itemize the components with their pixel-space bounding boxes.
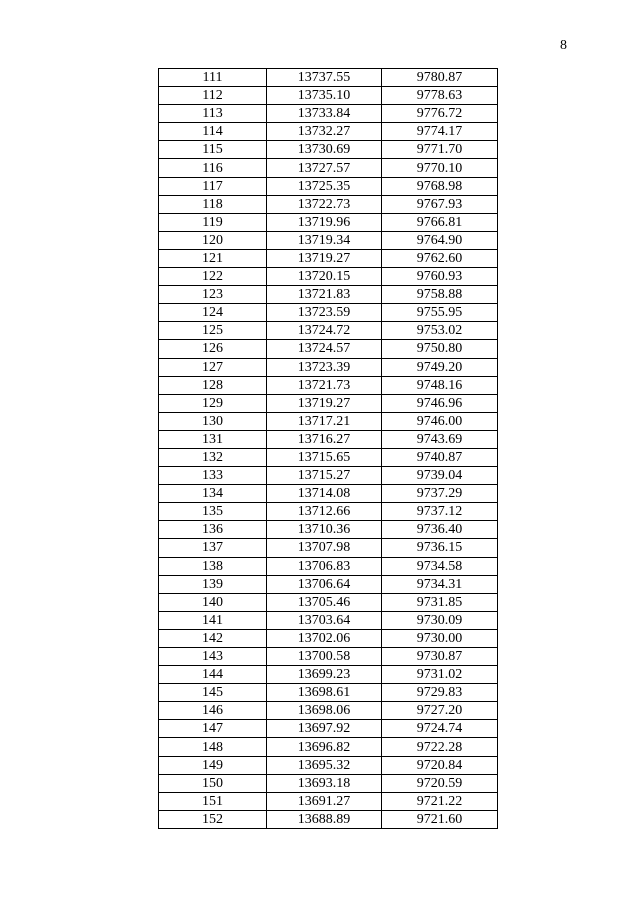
y-coordinate-cell: 9776.72 xyxy=(382,105,498,123)
point-number-cell: 141 xyxy=(159,611,267,629)
table-row xyxy=(159,611,498,629)
x-coordinate-cell: 13721.83 xyxy=(267,286,382,304)
y-coordinate-cell: 9753.02 xyxy=(382,322,498,340)
table-row xyxy=(159,720,498,738)
table-row xyxy=(159,666,498,684)
table-row xyxy=(159,648,498,666)
x-coordinate-cell: 13715.27 xyxy=(267,467,382,485)
y-coordinate-cell: 9766.81 xyxy=(382,213,498,231)
x-coordinate-cell: 13698.61 xyxy=(267,684,382,702)
point-number-cell: 142 xyxy=(159,629,267,647)
x-coordinate-cell: 13691.27 xyxy=(267,792,382,810)
x-coordinate-cell: 13693.18 xyxy=(267,774,382,792)
point-number-cell: 112 xyxy=(159,87,267,105)
y-coordinate-cell: 9767.93 xyxy=(382,195,498,213)
table-row xyxy=(159,557,498,575)
table-row xyxy=(159,702,498,720)
x-coordinate-cell: 13699.23 xyxy=(267,666,382,684)
y-coordinate-cell: 9737.29 xyxy=(382,485,498,503)
point-number-cell: 144 xyxy=(159,666,267,684)
point-number-cell: 133 xyxy=(159,467,267,485)
table-body xyxy=(159,69,498,829)
table-row xyxy=(159,340,498,358)
table-row xyxy=(159,412,498,430)
x-coordinate-cell: 13715.65 xyxy=(267,448,382,466)
x-coordinate-cell: 13705.46 xyxy=(267,593,382,611)
y-coordinate-cell: 9746.96 xyxy=(382,394,498,412)
table-row xyxy=(159,629,498,647)
x-coordinate-cell: 13717.21 xyxy=(267,412,382,430)
table-row xyxy=(159,358,498,376)
point-number-cell: 149 xyxy=(159,756,267,774)
x-coordinate-cell: 13723.39 xyxy=(267,358,382,376)
y-coordinate-cell: 9734.31 xyxy=(382,575,498,593)
point-number-cell: 139 xyxy=(159,575,267,593)
table-row xyxy=(159,485,498,503)
x-coordinate-cell: 13737.55 xyxy=(267,69,382,87)
x-coordinate-cell: 13714.08 xyxy=(267,485,382,503)
y-coordinate-cell: 9755.95 xyxy=(382,304,498,322)
table-row xyxy=(159,792,498,810)
point-number-cell: 114 xyxy=(159,123,267,141)
point-number-cell: 145 xyxy=(159,684,267,702)
y-coordinate-cell: 9730.87 xyxy=(382,648,498,666)
y-coordinate-cell: 9736.40 xyxy=(382,521,498,539)
y-coordinate-cell: 9780.87 xyxy=(382,69,498,87)
y-coordinate-cell: 9731.85 xyxy=(382,593,498,611)
y-coordinate-cell: 9771.70 xyxy=(382,141,498,159)
page-number: 8 xyxy=(560,38,567,53)
y-coordinate-cell: 9736.15 xyxy=(382,539,498,557)
table-row xyxy=(159,123,498,141)
point-number-cell: 130 xyxy=(159,412,267,430)
x-coordinate-cell: 13720.15 xyxy=(267,268,382,286)
y-coordinate-cell: 9743.69 xyxy=(382,430,498,448)
x-coordinate-cell: 13695.32 xyxy=(267,756,382,774)
table-row xyxy=(159,213,498,231)
x-coordinate-cell: 13702.06 xyxy=(267,629,382,647)
point-number-cell: 146 xyxy=(159,702,267,720)
y-coordinate-cell: 9750.80 xyxy=(382,340,498,358)
point-number-cell: 111 xyxy=(159,69,267,87)
x-coordinate-cell: 13732.27 xyxy=(267,123,382,141)
point-number-cell: 116 xyxy=(159,159,267,177)
x-coordinate-cell: 13706.64 xyxy=(267,575,382,593)
table-row xyxy=(159,195,498,213)
point-number-cell: 123 xyxy=(159,286,267,304)
table-row xyxy=(159,249,498,267)
table-row xyxy=(159,69,498,87)
table-row xyxy=(159,268,498,286)
y-coordinate-cell: 9778.63 xyxy=(382,87,498,105)
table-row xyxy=(159,810,498,828)
table-row xyxy=(159,430,498,448)
table-row xyxy=(159,756,498,774)
y-coordinate-cell: 9746.00 xyxy=(382,412,498,430)
point-number-cell: 147 xyxy=(159,720,267,738)
point-number-cell: 150 xyxy=(159,774,267,792)
point-number-cell: 121 xyxy=(159,249,267,267)
y-coordinate-cell: 9720.84 xyxy=(382,756,498,774)
x-coordinate-cell: 13721.73 xyxy=(267,376,382,394)
point-number-cell: 148 xyxy=(159,738,267,756)
y-coordinate-cell: 9737.12 xyxy=(382,503,498,521)
table-row xyxy=(159,231,498,249)
x-coordinate-cell: 13725.35 xyxy=(267,177,382,195)
x-coordinate-cell: 13697.92 xyxy=(267,720,382,738)
y-coordinate-cell: 9762.60 xyxy=(382,249,498,267)
table-row xyxy=(159,87,498,105)
x-coordinate-cell: 13727.57 xyxy=(267,159,382,177)
x-coordinate-cell: 13696.82 xyxy=(267,738,382,756)
x-coordinate-cell: 13712.66 xyxy=(267,503,382,521)
point-number-cell: 131 xyxy=(159,430,267,448)
point-number-cell: 132 xyxy=(159,448,267,466)
x-coordinate-cell: 13700.58 xyxy=(267,648,382,666)
point-number-cell: 138 xyxy=(159,557,267,575)
table-row xyxy=(159,141,498,159)
point-number-cell: 135 xyxy=(159,503,267,521)
point-number-cell: 117 xyxy=(159,177,267,195)
y-coordinate-cell: 9734.58 xyxy=(382,557,498,575)
point-number-cell: 152 xyxy=(159,810,267,828)
x-coordinate-cell: 13722.73 xyxy=(267,195,382,213)
x-coordinate-cell: 13723.59 xyxy=(267,304,382,322)
y-coordinate-cell: 9721.60 xyxy=(382,810,498,828)
point-number-cell: 125 xyxy=(159,322,267,340)
table-row xyxy=(159,177,498,195)
y-coordinate-cell: 9731.02 xyxy=(382,666,498,684)
point-number-cell: 122 xyxy=(159,268,267,286)
y-coordinate-cell: 9727.20 xyxy=(382,702,498,720)
x-coordinate-cell: 13724.72 xyxy=(267,322,382,340)
table-row xyxy=(159,593,498,611)
table-row xyxy=(159,738,498,756)
y-coordinate-cell: 9720.59 xyxy=(382,774,498,792)
y-coordinate-cell: 9764.90 xyxy=(382,231,498,249)
x-coordinate-cell: 13707.98 xyxy=(267,539,382,557)
y-coordinate-cell: 9721.22 xyxy=(382,792,498,810)
x-coordinate-cell: 13703.64 xyxy=(267,611,382,629)
x-coordinate-cell: 13733.84 xyxy=(267,105,382,123)
table-row xyxy=(159,304,498,322)
x-coordinate-cell: 13710.36 xyxy=(267,521,382,539)
x-coordinate-cell: 13716.27 xyxy=(267,430,382,448)
y-coordinate-cell: 9758.88 xyxy=(382,286,498,304)
y-coordinate-cell: 9730.00 xyxy=(382,629,498,647)
table-row xyxy=(159,286,498,304)
point-number-cell: 119 xyxy=(159,213,267,231)
x-coordinate-cell: 13706.83 xyxy=(267,557,382,575)
table-row xyxy=(159,575,498,593)
y-coordinate-cell: 9748.16 xyxy=(382,376,498,394)
y-coordinate-cell: 9722.28 xyxy=(382,738,498,756)
y-coordinate-cell: 9749.20 xyxy=(382,358,498,376)
point-number-cell: 140 xyxy=(159,593,267,611)
y-coordinate-cell: 9729.83 xyxy=(382,684,498,702)
table-row xyxy=(159,322,498,340)
x-coordinate-cell: 13719.96 xyxy=(267,213,382,231)
x-coordinate-cell: 13730.69 xyxy=(267,141,382,159)
point-number-cell: 120 xyxy=(159,231,267,249)
x-coordinate-cell: 13688.89 xyxy=(267,810,382,828)
table-row xyxy=(159,394,498,412)
point-number-cell: 126 xyxy=(159,340,267,358)
point-number-cell: 134 xyxy=(159,485,267,503)
coordinates-table xyxy=(158,68,498,829)
table-row xyxy=(159,521,498,539)
point-number-cell: 136 xyxy=(159,521,267,539)
point-number-cell: 151 xyxy=(159,792,267,810)
table-row xyxy=(159,503,498,521)
point-number-cell: 124 xyxy=(159,304,267,322)
point-number-cell: 129 xyxy=(159,394,267,412)
x-coordinate-cell: 13719.27 xyxy=(267,394,382,412)
point-number-cell: 128 xyxy=(159,376,267,394)
x-coordinate-cell: 13719.27 xyxy=(267,249,382,267)
table-row xyxy=(159,159,498,177)
y-coordinate-cell: 9770.10 xyxy=(382,159,498,177)
y-coordinate-cell: 9724.74 xyxy=(382,720,498,738)
table-row xyxy=(159,448,498,466)
table-row xyxy=(159,774,498,792)
y-coordinate-cell: 9740.87 xyxy=(382,448,498,466)
point-number-cell: 137 xyxy=(159,539,267,557)
x-coordinate-cell: 13724.57 xyxy=(267,340,382,358)
x-coordinate-cell: 13735.10 xyxy=(267,87,382,105)
table-row xyxy=(159,376,498,394)
table-row xyxy=(159,539,498,557)
y-coordinate-cell: 9730.09 xyxy=(382,611,498,629)
x-coordinate-cell: 13719.34 xyxy=(267,231,382,249)
y-coordinate-cell: 9760.93 xyxy=(382,268,498,286)
point-number-cell: 127 xyxy=(159,358,267,376)
y-coordinate-cell: 9774.17 xyxy=(382,123,498,141)
table-row xyxy=(159,684,498,702)
y-coordinate-cell: 9739.04 xyxy=(382,467,498,485)
point-number-cell: 118 xyxy=(159,195,267,213)
table-row xyxy=(159,105,498,123)
point-number-cell: 113 xyxy=(159,105,267,123)
table-row xyxy=(159,467,498,485)
point-number-cell: 143 xyxy=(159,648,267,666)
x-coordinate-cell: 13698.06 xyxy=(267,702,382,720)
y-coordinate-cell: 9768.98 xyxy=(382,177,498,195)
point-number-cell: 115 xyxy=(159,141,267,159)
